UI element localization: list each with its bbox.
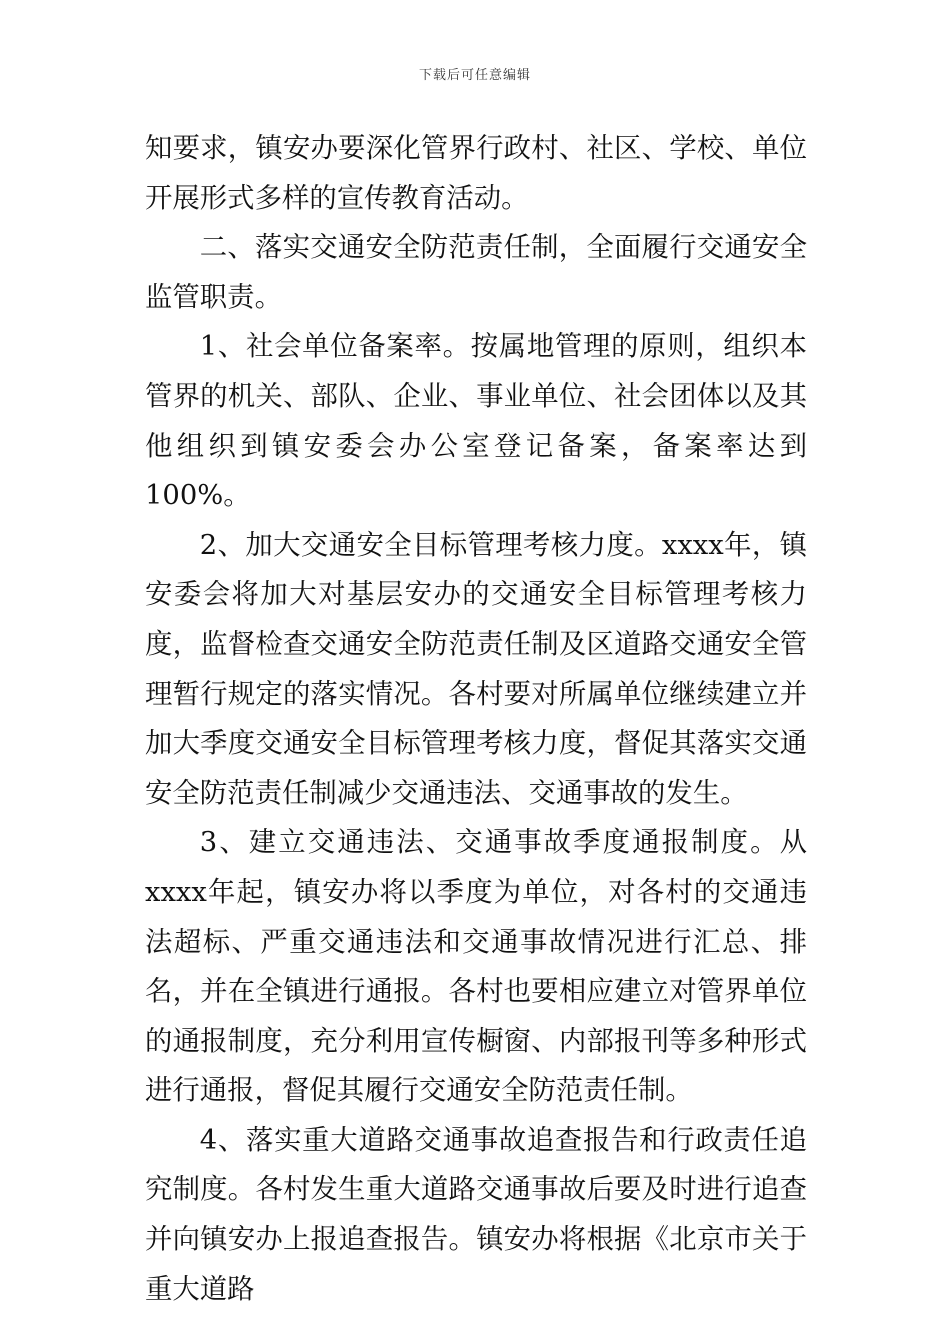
paragraph-item-2: 2、加大交通安全目标管理考核力度。xxxx年，镇安委会将加大对基层安办的交通安全目标管理考核力度，监督检查交通安全防范责任制及区道路交通安全管理暂行规定的落实情况。各村要对所属单位继续建立并加大季度交通安全目标管理考核力度，督促其落实交通安全防范责任制减少交通违法、交通事故的发生。 — [145, 529, 807, 809]
paragraph-continuation: 知要求，镇安办要深化管界行政村、社区、学校、单位开展形式多样的宣传教育活动。 — [145, 133, 807, 214]
paragraph-item-4: 4、落实重大道路交通事故追查报告和行政责任追究制度。各村发生重大道路交通事故后要及时进行追查并向镇安办上报追查报告。镇安办将根据《北京市关于重大道路 — [145, 1124, 807, 1305]
paragraph-section-2: 二、落实交通安全防范责任制，全面履行交通安全监管职责。 — [145, 232, 807, 313]
document-body — [145, 124, 807, 1314]
paragraph-item-3: 3、建立交通违法、交通事故季度通报制度。从xxxx年起，镇安办将以季度为单位，对各村的交通违法超标、严重交通违法和交通事故情况进行汇总、排名，并在全镇进行通报。各村也要相应建立对管界单位的通报制度，充分利用宣传橱窗、内部报刊等多种形式进行通报，督促其履行交通安全防范责任制。 — [145, 827, 807, 1107]
page-header: 下载后可任意编辑 — [418, 68, 531, 83]
paragraph-item-1: 1、社会单位备案率。按属地管理的原则，组织本管界的机关、部队、企业、事业单位、社会团体以及其他组织到镇安委会办公室登记备案，备案率达到100%。 — [145, 331, 807, 512]
